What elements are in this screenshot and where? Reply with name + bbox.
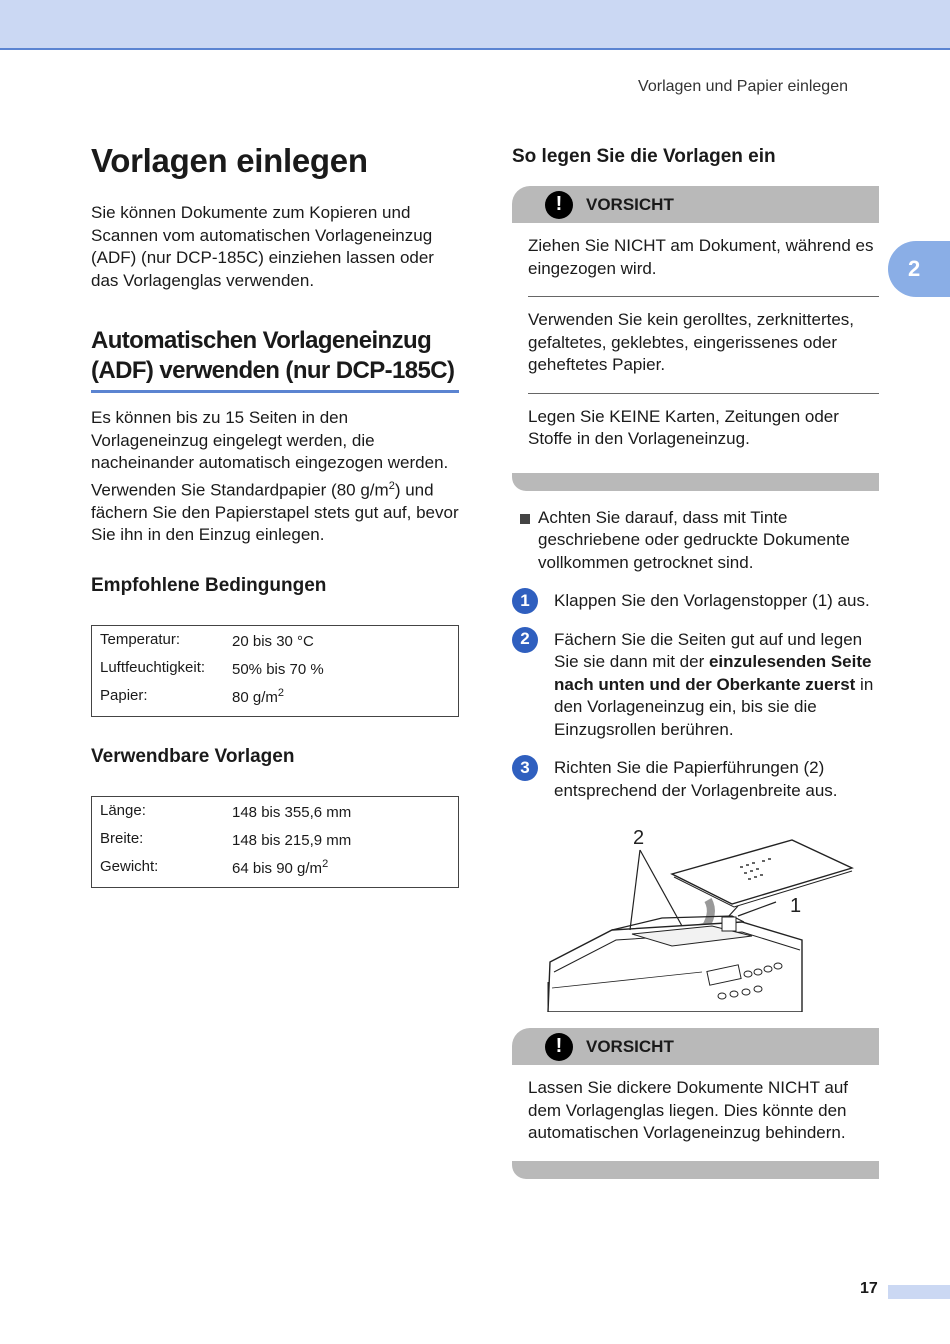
table-key: Temperatur:	[100, 630, 181, 648]
value-text: 20 bis 30 °C	[232, 632, 314, 650]
caution-item: Legen Sie KEINE Karten, Zeitungen oder Stoffe in den Vorlageneinzug.	[528, 406, 839, 448]
table-value	[224, 625, 459, 656]
warning-icon: !	[545, 1033, 573, 1061]
caution-footer-bar	[512, 1161, 879, 1179]
table-key: Luftfeuchtigkeit:	[100, 658, 206, 676]
caution-label: VORSICHT	[586, 194, 674, 214]
caution-label: VORSICHT	[586, 1036, 674, 1056]
section-body-sup: 2	[388, 479, 395, 492]
chapter-tab: 2	[888, 241, 950, 297]
section-title: Automatischen Vorlageneinzug (ADF) verwenden (nur DCP-185C)	[91, 326, 459, 393]
value-text: 148 bis 355,6 mm	[232, 803, 352, 821]
list-item	[512, 507, 879, 575]
intro-paragraph: Sie können Dokumente zum Kopieren und Scannen vom automatischen Vorlageneinzug (ADF) (nur DCP-185C) einziehen lassen oder das Vorlagenglas verwenden.	[91, 203, 434, 290]
table-row	[92, 796, 459, 827]
documents-table	[91, 796, 459, 888]
caution-item: Verwenden Sie kein gerolltes, zerknittertes, gefaltetes, geklebtes, eingerissenes oder geheftetes Papier.	[528, 310, 855, 374]
table-value	[224, 796, 459, 827]
top-banner	[0, 0, 950, 50]
bullet-square-icon	[520, 514, 530, 524]
table-key: Länge:	[100, 801, 146, 819]
warning-icon: !	[545, 191, 573, 219]
caution-header	[512, 186, 879, 223]
running-head: Vorlagen und Papier einlegen	[638, 78, 848, 95]
step-text-post: in den Vorlageneinzug ein, bis sie die Einzugsrollen berühren.	[554, 674, 874, 739]
figure-label-guides: 2	[633, 827, 645, 849]
printer-illustration	[512, 822, 879, 1012]
step-number-icon: 1	[512, 588, 538, 614]
table-row	[92, 855, 459, 888]
step-number-icon: 3	[512, 755, 538, 781]
step-2	[512, 629, 879, 742]
figure-label-stopper: 1	[790, 895, 802, 917]
caution-item: Lassen Sie dickere Dokumente NICHT auf dem Vorlagenglas liegen. Dies könnte den automatischen Vorlageneinzug behindern.	[528, 1078, 849, 1142]
step-text-bold: einzulesenden Seite nach unten und der Oberkante zuerst	[554, 652, 872, 694]
documents-title: Verwendbare Vorlagen	[91, 745, 295, 767]
conditions-title: Empfohlene Bedingungen	[91, 574, 327, 596]
section-paragraph	[91, 407, 459, 547]
table-value	[224, 855, 459, 888]
page-number-tab	[888, 1285, 950, 1299]
section-body-post: ) und fächern Sie den Papierstapel stets gut auf, bevor Sie ihn in den Einzug einlegen.	[91, 480, 459, 545]
table-row	[92, 625, 459, 656]
left-column	[91, 140, 459, 888]
value-sup: 2	[277, 686, 284, 699]
table-key: Papier:	[100, 686, 148, 704]
value-text: 148 bis 215,9 mm	[232, 831, 352, 849]
right-column	[512, 140, 879, 1179]
table-value	[224, 827, 459, 855]
table-value	[224, 656, 459, 684]
page-number: 17	[860, 1280, 878, 1297]
value-sup: 2	[322, 857, 329, 870]
page-title: Vorlagen einlegen	[91, 142, 368, 179]
adf-loading-illustration	[512, 822, 879, 1012]
bullet-text: Achten Sie darauf, dass mit Tinte geschriebene oder gedruckte Dokumente vollkommen getrocknet sind.	[538, 507, 850, 572]
table-key: Gewicht:	[100, 857, 159, 875]
section-body-pre: Es können bis zu 15 Seiten in den Vorlageneinzug eingelegt werden, die nacheinander automatisch eingezogen werden. Verwenden Sie Standardpapier (80 g/m	[91, 408, 449, 500]
table-row	[92, 827, 459, 855]
step-text: Fächern Sie die Seiten gut auf und legen Sie sie dann mit der	[554, 629, 863, 671]
caution-item: Ziehen Sie NICHT am Dokument, während es eingezogen wird.	[528, 236, 874, 278]
value-text: 80 g/m	[232, 688, 278, 706]
table-value	[224, 684, 459, 717]
instructions-title: So legen Sie die Vorlagen ein	[512, 146, 776, 167]
step-number-icon: 2	[512, 627, 538, 653]
table-row	[92, 656, 459, 684]
step-3	[512, 757, 879, 802]
value-text: 50% bis 70 %	[232, 660, 324, 678]
caution-header	[512, 1028, 879, 1065]
step-1	[512, 590, 879, 613]
conditions-table	[91, 625, 459, 717]
caution-footer-bar	[512, 473, 879, 491]
step-text: Klappen Sie den Vorlagenstopper (1) aus.	[554, 591, 870, 610]
value-text: 64 bis 90 g/m	[232, 859, 323, 877]
table-row	[92, 684, 459, 717]
table-key: Breite:	[100, 829, 144, 847]
step-text: Richten Sie die Papierführungen (2) entsprechend der Vorlagenbreite aus.	[554, 758, 838, 800]
